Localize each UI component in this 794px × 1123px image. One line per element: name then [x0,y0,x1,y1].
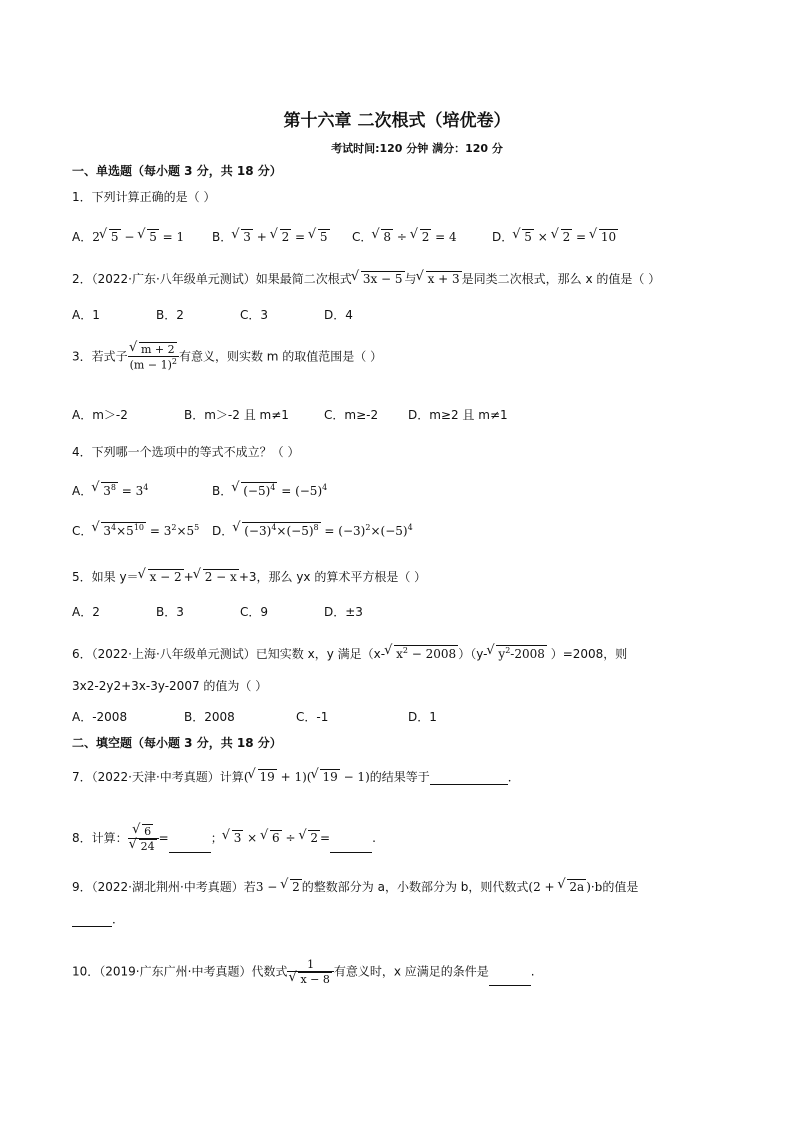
q2-option-c: C．3 [240,308,269,322]
question-3-stem: 3．若式子 √ $\frac{m + 2}{(m - 1)^2}$ 有意义，则实数 m 的取值范围是（ ） [72,342,382,372]
q1-option-a: A．2√ 5 − √ 5 = 1 [72,228,184,245]
q7-answer-blank[interactable] [430,770,508,785]
q5-option-b: B．3 [156,605,184,619]
q5-option-a: A．2 [72,605,100,619]
q6-option-a: A．-2008 [72,710,128,724]
q9-answer-blank[interactable] [72,912,112,927]
q4-option-c: C．√ $3^4\times 5^{10} = 3^2\times 5^5$ [72,522,199,539]
question-5-stem: 5．如果 y＝√ x − 2 +√ 2 − x +3，那么 yx 的算术平方根是（ ） [72,568,426,585]
q4-option-a: A．√ $3^8 = 3^4$ [72,482,148,499]
q6-option-b: B．2008 [184,710,235,724]
q3-option-d: D．m≥2 且 m≠1 [408,408,508,422]
q5-option-c: C．9 [240,605,269,619]
q8-answer-blank-1[interactable] [169,838,211,853]
q5-option-d: D．±3 [324,605,363,619]
question-6-line-2: 3x2-2y2+3x-3y-2007 的值为（ ） [72,679,268,693]
section-fill-in: 二、填空题（每小题 3 分，共 18 分） [72,736,282,750]
q2-option-a: A．1 [72,308,100,322]
question-6-stem: 6．（2022·上海·八年级单元测试）已知实数 x，y 满足（x-√ $x^2 - 2008$ ）（y-√ $y^2-2008$ ）=2008，则 [72,645,627,662]
question-4-stem: 4．下列哪一个选项中的等式不成立？（ ） [72,445,300,459]
q1-option-c: C．√ 8 ÷ √ 2 = 4 [352,228,457,245]
q8-answer-blank-2[interactable] [330,838,372,853]
q1-option-b: B．√ 3 + √ 2 = √ 5 [212,228,330,245]
section-single-choice: 一、单选题（每小题 3 分，共 18 分） [72,164,282,178]
q3-option-b: B．m＞-2 且 m≠1 [184,408,289,422]
q3-option-c: C．m≥-2 [324,408,379,422]
q1-option-d: D．√ 5 × √ 2 = √ 10 [492,228,618,245]
question-7: 7．（2022·天津·中考真题）计算(√ 19 + 1)(√ 19 − 1)的结果等于 ． [72,768,520,785]
q2-option-d: D．4 [324,308,353,322]
exam-info: 考试时间:120 分钟 满分：120 分 [331,142,503,155]
q4-option-b: B．√ $(-5)^4 = (-5)^4$ [212,482,327,499]
question-2-stem: 2．（2022·广东·八年级单元测试）如果最简二次根式√ 3x − 5 与√ x + 3 是同类二次根式，那么 x 的值是（ ） [72,270,660,287]
q10-answer-blank[interactable] [489,971,531,986]
question-9-line-2: ． [72,910,124,927]
question-10: 10．（2019·广东广州·中考真题）代数式 1 √ x − 8 有意义时，x 应满足的条件是 . [72,958,535,986]
q4-option-d: D．√ $(-3)^4\times(-5)^8 = (-3)^2\times(-5)^4$ [212,522,413,539]
page-title: 第十六章 二次根式（培优卷） [283,111,511,131]
q3-option-a: A．m＞-2 [72,408,128,422]
q2-option-b: B．2 [156,308,184,322]
question-1-stem: 1．下列计算正确的是（ ） [72,190,216,204]
q6-option-c: C．-1 [296,710,329,724]
q6-option-d: D．1 [408,710,437,724]
question-8: 8．计算： √ 6 √ 24 = ；√ 3 × √ 6 ÷ √ 2 = . [72,824,376,853]
question-9: 9．（2022·湖北荆州·中考真题）若3 − √ 2 的整数部分为 a，小数部分为 b，则代数式(2 + √ 2a )·b的值是 [72,878,638,895]
